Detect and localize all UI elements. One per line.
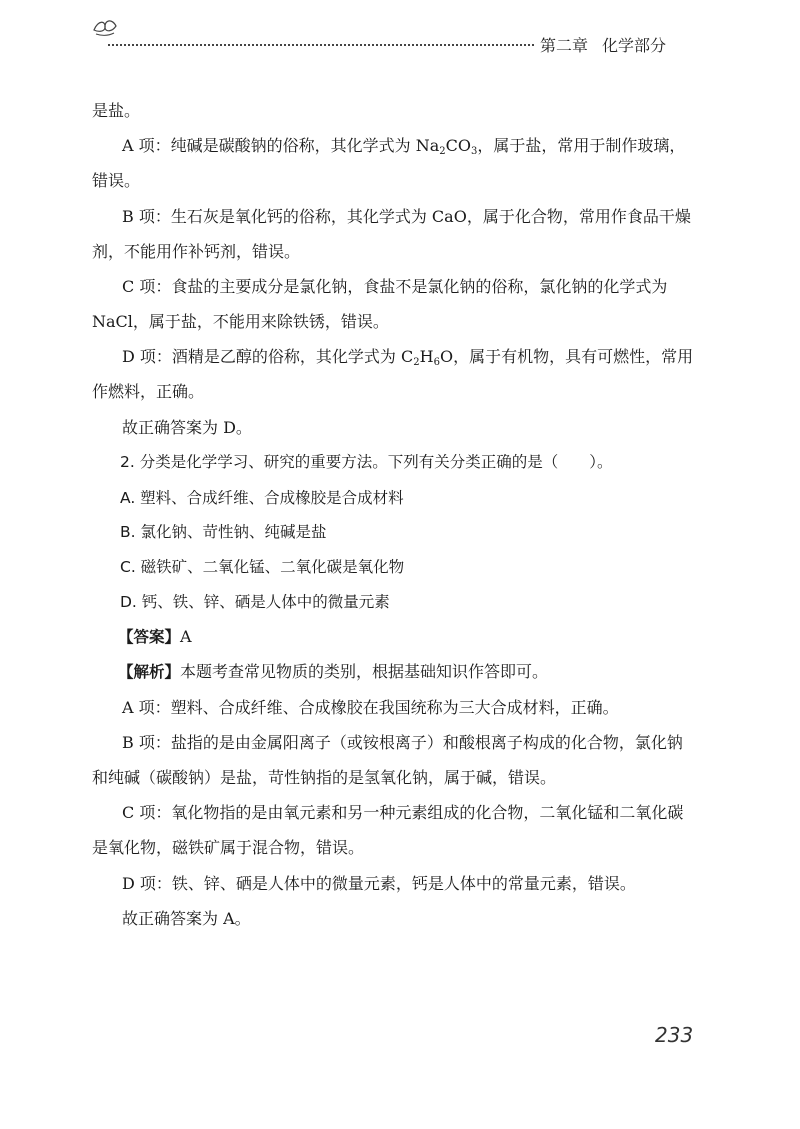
text-fragment: CO bbox=[445, 136, 472, 155]
text-line: D 项：铁、锌、硒是人体中的微量元素，钙是人体中的常量元素，错误。 bbox=[122, 874, 636, 893]
chapter-label: 第二章 bbox=[540, 36, 589, 55]
text-line: B 项：生石灰是氧化钙的俗称，其化学式为 CaO，属于化合物，常用作食品干燥 bbox=[122, 207, 691, 226]
text-line: B 项：盐指的是由金属阳离子（或铵根离子）和酸根离子构成的化合物，氯化钠 bbox=[122, 733, 683, 752]
text-line: C 项：食盐的主要成分是氯化钠，食盐不是氯化钠的俗称，氯化钠的化学式为 bbox=[122, 277, 668, 296]
text-line: 是盐。 bbox=[92, 101, 141, 120]
option-b: B. 氯化钠、苛性钠、纯碱是盐 bbox=[120, 523, 327, 541]
text-fragment: D 项：酒精是乙醇的俗称，其化学式为 C bbox=[122, 347, 414, 366]
answer-value: A bbox=[180, 627, 192, 646]
subscript: 2 bbox=[439, 146, 446, 157]
text-line: 是氧化物，磁铁矿属于混合物，错误。 bbox=[92, 838, 365, 857]
option-a: A. 塑料、合成纤维、合成橡胶是合成材料 bbox=[120, 489, 404, 507]
running-head bbox=[540, 33, 666, 56]
analysis-text: 本题考查常见物质的类别，根据基础知识作答即可。 bbox=[180, 662, 549, 681]
answer-label: 【答案】 bbox=[118, 628, 181, 646]
section-label: 化学部分 bbox=[602, 36, 667, 55]
text-line: 故正确答案为 D。 bbox=[122, 418, 252, 437]
option-c: C. 磁铁矿、二氧化锰、二氧化碳是氧化物 bbox=[120, 558, 405, 576]
text-fragment: ，属于盐，常用于制作玻璃， bbox=[477, 136, 686, 155]
text-line: 作燃料，正确。 bbox=[92, 382, 205, 401]
text-line: NaCl，属于盐，不能用来除铁锈，错误。 bbox=[92, 312, 389, 331]
text-line: 故正确答案为 A。 bbox=[122, 909, 251, 928]
text-line: 错误。 bbox=[92, 171, 141, 190]
text-line bbox=[122, 136, 685, 156]
text-line: 剂，不能用作补钙剂，错误。 bbox=[92, 242, 301, 261]
header-dotted-rule bbox=[108, 44, 534, 46]
leaf-ornament-icon bbox=[92, 18, 118, 38]
text-line: A 项：塑料、合成纤维、合成橡胶在我国统称为三大合成材料，正确。 bbox=[122, 698, 619, 717]
answer-line bbox=[118, 627, 192, 647]
analysis-line bbox=[118, 662, 548, 682]
page-number: 233 bbox=[655, 1023, 694, 1047]
text-line: 和纯碱（碳酸钠）是盐，苛性钠指的是氢氧化钠，属于碱，错误。 bbox=[92, 768, 557, 787]
subscript: 3 bbox=[471, 146, 478, 157]
analysis-label: 【解析】 bbox=[118, 663, 181, 681]
text-fragment: O，属于有机物，具有可燃性，常用 bbox=[439, 347, 694, 366]
option-d: D. 钙、铁、锌、硒是人体中的微量元素 bbox=[120, 593, 390, 611]
text-fragment: H bbox=[419, 347, 434, 366]
text-line bbox=[122, 347, 693, 367]
text-line: C 项：氧化物指的是由氧元素和另一种元素组成的化合物，二氧化锰和二氧化碳 bbox=[122, 803, 684, 822]
page-header bbox=[0, 0, 800, 70]
question-stem: 2. 分类是化学学习、研究的重要方法。下列有关分类正确的是（ ）。 bbox=[120, 453, 613, 471]
subscript: 2 bbox=[413, 357, 420, 368]
text-fragment: A 项：纯碱是碳酸钠的俗称，其化学式为 Na bbox=[122, 136, 440, 155]
subscript: 6 bbox=[433, 357, 440, 368]
